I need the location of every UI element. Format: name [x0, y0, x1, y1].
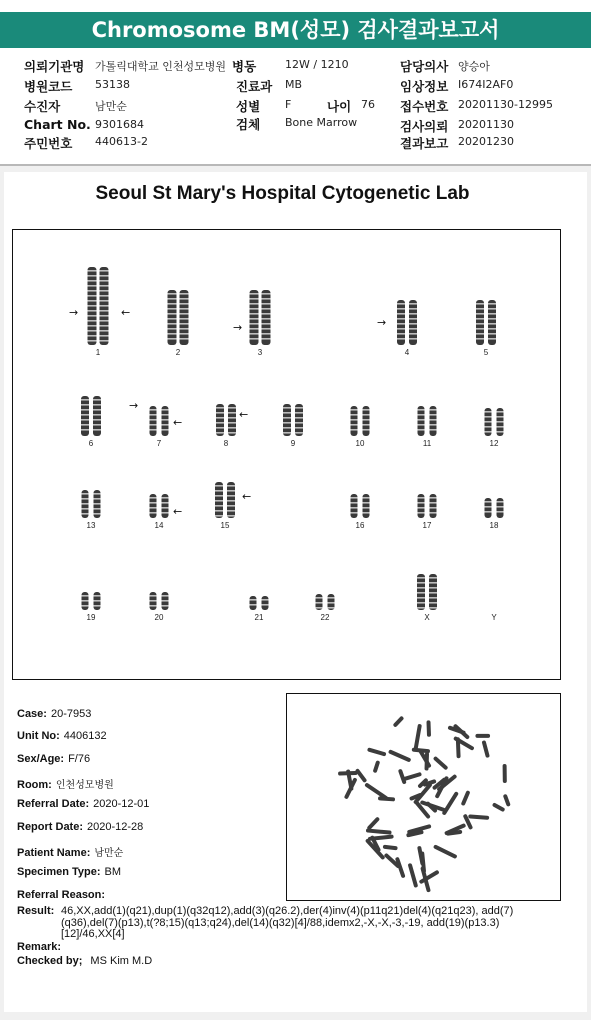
chromosome-label-16: 16: [355, 521, 365, 530]
chromosome-label-18: 18: [489, 521, 499, 530]
value-resident-no: 440613-2: [95, 135, 148, 148]
field-referral-reason: Referral Reason:: [17, 889, 106, 901]
metaphase-chromosome: [436, 759, 446, 768]
metaphase-chromosome: [495, 805, 503, 810]
chromosome-label-1: 1: [95, 348, 101, 357]
abnormality-arrow: →: [233, 321, 243, 334]
chromosome-X: [417, 574, 425, 610]
label-chart-no: Chart No.: [24, 117, 91, 132]
chromosome-13: [94, 490, 101, 518]
chromosome-label-14: 14: [154, 521, 164, 530]
result-label: Result:: [17, 905, 55, 917]
chromosome-6: [81, 396, 89, 436]
value-chart-no: 9301684: [95, 118, 144, 131]
value-age: 76: [361, 98, 375, 111]
chromosome-20: [162, 592, 169, 610]
metaphase-chromosome: [416, 785, 430, 802]
label-test-request: 검사의뢰: [400, 119, 449, 134]
metaphase-image: [287, 694, 560, 900]
abnormality-arrow: ←: [173, 416, 183, 429]
chromosome-18: [485, 498, 492, 518]
metaphase-chromosome: [470, 816, 487, 817]
chromosome-14: [150, 494, 157, 518]
chromosome-17: [430, 494, 437, 518]
metaphase-chromosome: [397, 859, 403, 876]
label-requesting-institution: 의뢰기관명: [24, 59, 85, 74]
metaphase-chromosome: [370, 837, 392, 839]
metaphase-chromosome: [375, 763, 378, 771]
chromosome-16: [363, 494, 370, 518]
karyogram-image: [13, 230, 560, 679]
metaphase-chromosome: [380, 798, 393, 799]
chromosome-7: [162, 406, 169, 436]
metaphase-chromosome: [505, 796, 508, 804]
chromosome-11: [430, 406, 437, 436]
abnormality-arrow: ←: [239, 408, 249, 421]
chromosome-label-17: 17: [422, 521, 432, 530]
chromosome-6: [93, 396, 101, 436]
chromosome-4: [397, 300, 405, 345]
lab-title: Seoul St Mary's Hospital Cytogenetic Lab: [95, 183, 470, 204]
metaphase-chromosome: [414, 750, 428, 751]
chromosome-19: [82, 592, 89, 610]
chromosome-10: [363, 406, 370, 436]
abnormality-arrow: →: [129, 399, 139, 412]
chromosome-5: [476, 300, 484, 345]
value-clinical-info: I674I2AF0: [458, 78, 514, 91]
field-patient-name: Patient Name: 남만순: [17, 847, 124, 859]
karyogram-panel: [12, 229, 561, 680]
label-department: 진료과: [236, 79, 273, 94]
chromosome-label-4: 4: [404, 348, 410, 357]
chromosome-18: [497, 498, 504, 518]
chromosome-label-19: 19: [86, 613, 96, 622]
field-report-date: Report Date: 2020-12-28: [17, 821, 144, 833]
result-value: 46,XX,add(1)(q21),dup(1)(q32q12),add(3)(q26.2),der(4)inv(4)(p11q21)del(4)(q21q23), add(7)(q36),del(7)(p13),t(?8;15)(q13;q24),del(14)(q32)[4]/88,idemx2,-X,-X,-3,-19, add(19)(p13.3)[12]/46,XX[4]: [61, 905, 514, 940]
value-department: MB: [285, 78, 303, 91]
metaphase-chromosome: [395, 718, 401, 725]
abnormality-arrow: ←: [173, 505, 183, 518]
abnormality-arrow: ←: [242, 490, 252, 503]
chromosome-22: [328, 594, 335, 610]
chromosome-label-22: 22: [320, 613, 330, 622]
chromosome-2: [168, 290, 177, 345]
metaphase-chromosome: [369, 750, 384, 754]
chromosome-20: [150, 592, 157, 610]
value-requesting-institution: 가톨릭대학교 인천성모병원: [95, 60, 227, 73]
field-referral-date: Referral Date: 2020-12-01: [17, 798, 150, 810]
label-clinical-info: 임상정보: [400, 79, 449, 94]
chromosome-8: [216, 404, 224, 436]
checked-by: Checked by; MS Kim M.D: [17, 955, 153, 967]
chromosome-17: [418, 494, 425, 518]
chromosome-label-X: X: [424, 613, 430, 622]
chromosome-label-3: 3: [257, 348, 263, 357]
metaphase-chromosome: [404, 774, 420, 779]
metaphase-chromosome: [444, 794, 456, 813]
chromosome-label-21: 21: [254, 613, 264, 622]
metaphase-chromosome: [369, 819, 377, 828]
chromosome-15: [227, 482, 235, 518]
chromosome-9: [283, 404, 291, 436]
report-header: [0, 0, 591, 165]
metaphase-chromosome: [367, 785, 386, 798]
metaphase-chromosome: [409, 826, 429, 831]
chromosome-15: [215, 482, 223, 518]
chromosome-12: [497, 408, 504, 436]
label-receipt-no: 접수번호: [400, 99, 449, 114]
abnormality-arrow: →: [69, 306, 79, 319]
label-hospital-code: 병원코드: [24, 79, 73, 94]
chromosome-label-12: 12: [489, 439, 499, 448]
chromosome-label-20: 20: [154, 613, 164, 622]
abnormality-arrow: ←: [121, 306, 131, 319]
chromosome-label-11: 11: [422, 439, 432, 448]
chromosome-label-9: 9: [290, 439, 296, 448]
label-sex: 성별: [236, 99, 261, 114]
chromosome-14: [162, 494, 169, 518]
chromosome-4: [409, 300, 417, 345]
chromosome-label-Y: Y: [491, 613, 497, 622]
value-result-report: 20201230: [458, 135, 514, 148]
chromosome-8: [228, 404, 236, 436]
chromosome-10: [351, 406, 358, 436]
value-specimen: Bone Marrow: [285, 116, 358, 129]
chromosome-21: [262, 596, 269, 610]
chromosome-21: [250, 596, 257, 610]
metaphase-chromosome: [410, 865, 416, 885]
value-receipt-no: 20201130-12995: [458, 98, 553, 111]
chromosome-label-2: 2: [175, 348, 181, 357]
label-specimen: 검체: [236, 117, 261, 132]
metaphase-chromosome: [358, 771, 365, 780]
remark-label: Remark:: [17, 941, 62, 953]
chromosome-label-10: 10: [355, 439, 365, 448]
chromosome-label-8: 8: [223, 439, 229, 448]
value-ward: 12W / 1210: [285, 58, 349, 71]
chromosome-13: [82, 490, 89, 518]
chromosome-1: [100, 267, 109, 345]
field-room: Room: 인천성모병원: [17, 779, 114, 791]
chromosome-7: [150, 406, 157, 436]
chromosome-X: [429, 574, 437, 610]
chromosome-1: [88, 267, 97, 345]
label-patient: 수진자: [24, 99, 61, 114]
chromosome-label-7: 7: [156, 439, 162, 448]
chromosome-5: [488, 300, 496, 345]
value-patient: 남만순: [95, 100, 127, 113]
label-result-report: 결과보고: [400, 136, 449, 151]
value-doctor: 양승아: [458, 60, 490, 73]
metaphase-chromosome: [484, 743, 487, 756]
abnormality-arrow: →: [377, 316, 387, 329]
chromosome-label-6: 6: [88, 439, 94, 448]
chromosome-19: [94, 592, 101, 610]
value-sex: F: [285, 98, 292, 111]
chromosome-12: [485, 408, 492, 436]
metaphase-chromosome: [436, 847, 455, 856]
metaphase-chromosome: [385, 847, 396, 848]
chromosome-3: [262, 290, 271, 345]
metaphase-chromosome: [368, 831, 390, 833]
label-resident-no: 주민번호: [24, 136, 73, 151]
metaphase-chromosome: [416, 726, 420, 749]
chromosome-22: [316, 594, 323, 610]
label-ward: 병동: [232, 59, 257, 74]
field-specimen-type: Specimen Type: BM: [17, 866, 122, 878]
field-case: Case: 20-7953: [17, 708, 92, 720]
label-doctor: 담당의사: [400, 59, 449, 74]
chromosome-label-13: 13: [86, 521, 96, 530]
metaphase-chromosome: [391, 752, 409, 760]
report-title: Chromosome BM(성모) 검사결과보고서: [0, 12, 591, 48]
chromosome-11: [418, 406, 425, 436]
metaphase-chromosome: [463, 793, 468, 804]
metaphase-panel: [286, 693, 561, 901]
value-hospital-code: 53138: [95, 78, 130, 91]
chromosome-3: [250, 290, 259, 345]
chromosome-2: [180, 290, 189, 345]
header-divider: [0, 164, 591, 166]
metaphase-chromosome: [450, 728, 464, 733]
chromosome-label-5: 5: [483, 348, 489, 357]
field-sex-age: Sex/Age: F/76: [17, 753, 91, 765]
chromosome-label-15: 15: [220, 521, 230, 530]
label-age: 나이: [327, 99, 352, 114]
chromosome-16: [351, 494, 358, 518]
value-test-request: 20201130: [458, 118, 514, 131]
field-unit-no: Unit No: 4406132: [17, 730, 107, 742]
chromosome-9: [295, 404, 303, 436]
